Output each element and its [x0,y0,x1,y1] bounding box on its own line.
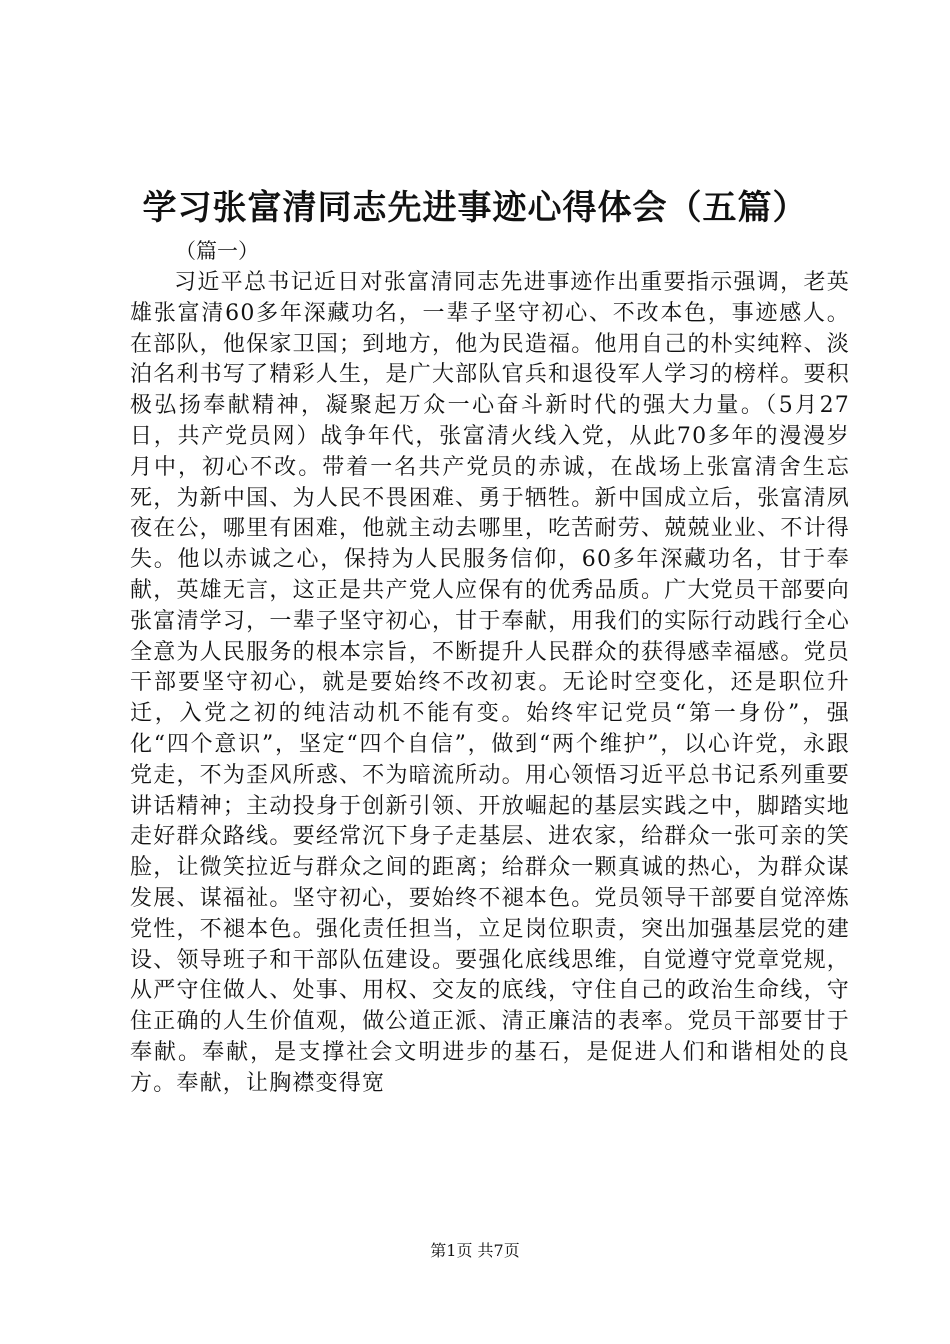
section-label: （篇一） [175,239,259,263]
body-paragraph: 习近平总书记近日对张富清同志先进事迹作出重要指示强调，老英雄张富清60多年深藏功名，一辈子坚守初心、不改本色，事迹感人。在部队，他保家卫国；到地方，他为民造福。他用自己的朴实纯粹、淡泊名利书写了精彩人生，是广大部队官兵和退役军人学习的榜样。要积极弘扬奉献精神，凝聚起万众一心奋斗新时代的强大力量。（5月27日，共产党员网）战争年代，张富清火线入党，从此70多年的漫漫岁月中，初心不改。带着一名共产党员的赤诚，在战场上张富清舍生忘死，为新中国、为人民不畏困难、勇于牺牲。新中国成立后，张富清夙夜在公，哪里有困难，他就主动去哪里，吃苦耐劳、兢兢业业、不计得失。他以赤诚之心，保持为人民服务信仰，60多年深藏功名，甘于奉献，英雄无言，这正是共产党人应保有的优秀品质。广大党员干部要向张富清学习，一辈子坚守初心，甘于奉献，用我们的实际行动践行全心全意为人民服务的根本宗旨，不断提升人民群众的获得感幸福感。党员干部要坚守初心，就是要始终不改初衷。无论时空变化，还是职位升迁，入党之初的纯洁动机不能有变。始终牢记党员“第一身份”，强化“四个意识”，坚定“四个自信”，做到“两个维护”，以心许党，永跟党走，不为歪风所惑、不为暗流所动。用心领悟习近平总书记系列重要讲话精神；主动投身于创新引领、开放崛起的基层实践之中，脚踏实地走好群众路线。要经常沉下身子走基层、进农家，给群众一张可亲的笑脸，让微笑拉近与群众之间的距离；给群众一颗真诚的热心，为群众谋发展、谋福祉。坚守初心，要始终不褪本色。党员领导干部要自觉淬炼党性，不褪本色。强化责任担当，立足岗位职责，突出加强基层党的建设、领导班子和干部队伍建设。要强化底线思维，自觉遵守党章党规，从严守住做人、处事、用权、交友的底线，守住自己的政治生命线，守住正确的人生价值观，做公道正派、清正廉洁的表率。党员干部要甘于奉献。奉献，是支撑社会文明进步的基石，是促进人们和谐相处的良方。奉献，让胸襟变得宽 [130,270,850,1096]
page-footer: 第1页 共7页 [430,1241,520,1260]
document-title: 学习张富清同志先进事迹心得体会（五篇） [142,188,808,228]
